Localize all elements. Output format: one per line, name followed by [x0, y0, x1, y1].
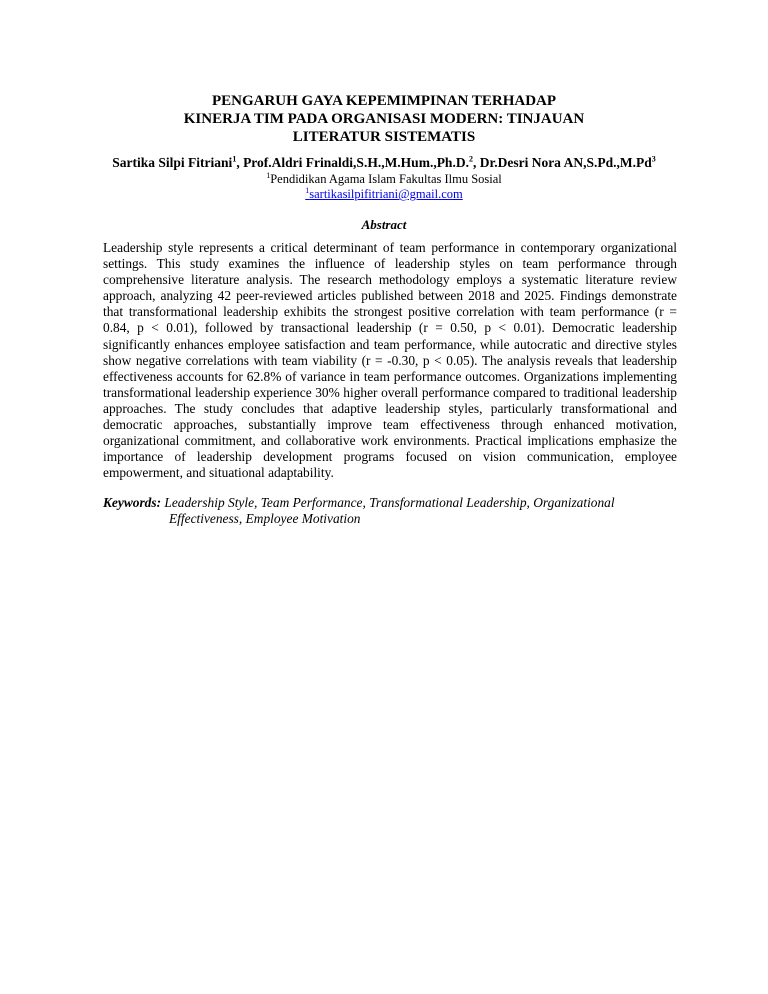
- abstract-heading: Abstract: [361, 217, 407, 232]
- title-line: PENGARUH GAYA KEPEMIMPINAN TERHADAP: [211, 93, 557, 109]
- title-line: KINERJA TIM PADA ORGANISASI MODERN: TINJAUAN: [183, 111, 585, 127]
- email-superscript: 1: [305, 185, 310, 195]
- affiliation-text: Pendidikan Agama Islam Fakultas Ilmu Sosial: [270, 172, 502, 186]
- author-email: [0, 187, 768, 202]
- affiliation-superscript: 1: [266, 170, 271, 180]
- abstract-body: Leadership style represents a critical determinant of team performance in contemporary organizational settings. This study examines the influence of leadership styles on team performance through comprehensive literature analysis. The research methodology employs a systematic literature review approach, analyzing 42 peer-reviewed articles published between 2018 and 2025. Findings demonstrate that transformational leadership exhibits the strongest positive correlation with team performance (r = 0.84, p < 0.01), followed by transactional leadership (r = 0.50, p < 0.01). Democratic leadership significantly enhances employee satisfaction and team performance, while autocratic and directive styles show negative correlations with team viability (r = -0.30, p < 0.05). The analysis reveals that leadership effectiveness accounts for 62.8% of variance in team performance outcomes. Organizations implementing transformational leadership experience 30% higher overall performance compared to traditional leadership approaches. The study concludes that adaptive leadership styles, particularly transformational and democratic approaches, substantially improve team effectiveness through enhanced motivation, organizational commitment, and collaborative work environments. Practical implications emphasize the importance of leadership development programs focused on vision communication, employee empowerment, and situational adaptability.: [103, 240, 677, 481]
- author-superscript: 1: [232, 154, 237, 164]
- keywords-block: [103, 495, 677, 527]
- author-list: [0, 155, 768, 171]
- author-separator: ,: [472, 155, 480, 170]
- email-link[interactable]: [305, 187, 463, 201]
- keywords-label: Keywords:: [103, 495, 162, 510]
- author-name: Prof.Aldri Frinaldi,S.H.,M.Hum.,Ph.D.: [243, 155, 469, 170]
- author-name: Dr.Desri Nora AN,S.Pd.,M.Pd: [479, 155, 652, 170]
- keywords-text: Leadership Style, Team Performance, Transformational Leadership, Organizational Effectiveness, Employee Motivation: [164, 495, 615, 526]
- author-superscript: 2: [468, 154, 473, 164]
- paper-title: [0, 92, 768, 146]
- author-name: Sartika Silpi Fitriani: [112, 155, 233, 170]
- author-superscript: 3: [651, 154, 656, 164]
- affiliation: [0, 172, 768, 187]
- author-separator: ,: [236, 155, 244, 170]
- title-line: LITERATUR SISTEMATIS: [292, 129, 476, 145]
- email-text: sartikasilpifitriani@gmail.com: [309, 187, 463, 201]
